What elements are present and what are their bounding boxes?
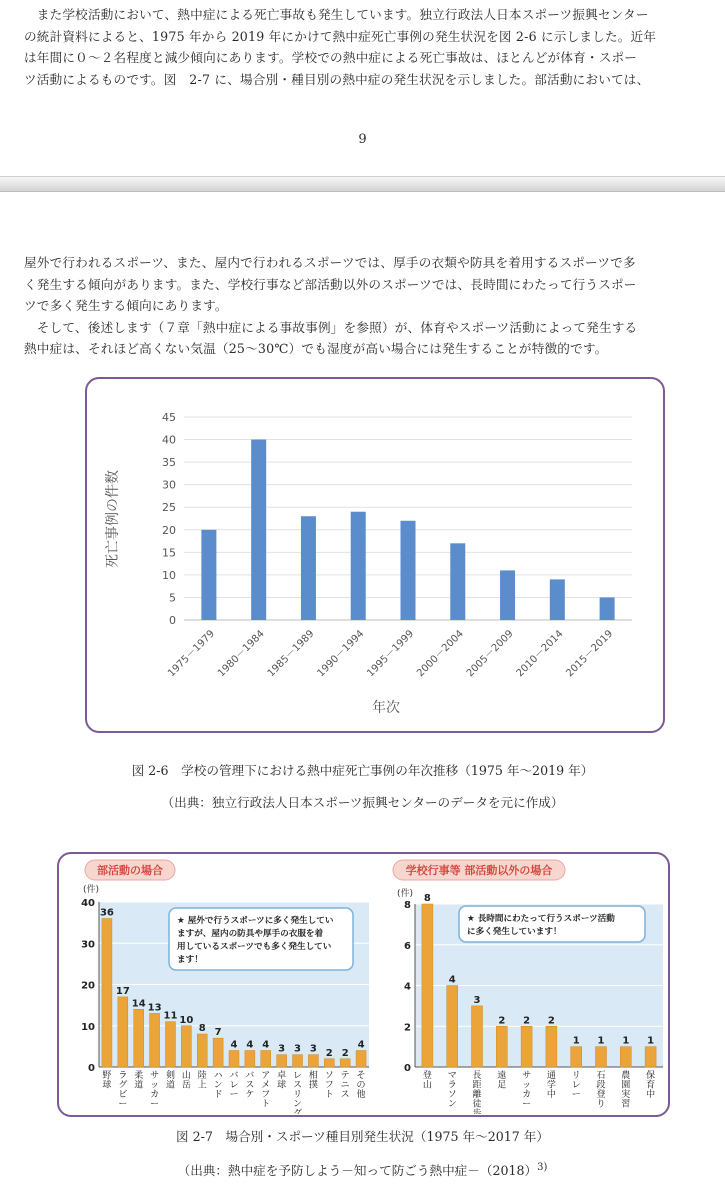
bar (308, 1055, 318, 1067)
char: ン (293, 1099, 303, 1110)
data-label: 3 (278, 1043, 286, 1055)
char: カ (522, 1090, 532, 1100)
data-label: 4 (246, 1039, 254, 1051)
page2-paragraph (24, 252, 637, 360)
char: ッ (150, 1080, 160, 1091)
bar (213, 1038, 223, 1067)
char: 道 (165, 1080, 175, 1091)
x-tick-label: 1980－1984 (215, 628, 267, 680)
page-number: 9 (358, 132, 367, 147)
x-tick-label (118, 1070, 127, 1110)
bar (422, 904, 433, 1067)
data-label: 1 (572, 1035, 580, 1047)
data-label: 17 (115, 985, 130, 997)
x-tick-label (229, 1071, 238, 1100)
badge-text: 部活動の場合 (97, 864, 163, 877)
char: ハ (213, 1071, 223, 1081)
note-line: ますが、屋内の防具や厚手の衣服を着 (177, 929, 324, 939)
bar (251, 440, 266, 620)
char: 上 (197, 1080, 207, 1091)
data-label: 2 (498, 1015, 506, 1027)
x-tick-label (150, 1070, 159, 1110)
data-label: 4 (357, 1039, 365, 1051)
data-label: 2 (325, 1047, 333, 1059)
data-label: 13 (147, 1002, 162, 1014)
y-tick-label: 40 (162, 433, 176, 447)
data-label: 1 (597, 1035, 605, 1047)
note-line: 用しているスポーツでも多く発生してい (177, 942, 332, 952)
bar (102, 919, 112, 1068)
note-line: ★ 屋外で行うスポーツに多く発生してい (177, 916, 334, 926)
bar (500, 570, 515, 620)
y-axis-title: 死亡事例の件数 (105, 470, 121, 568)
bar (293, 1055, 303, 1067)
x-tick-label: 2010－2014 (514, 628, 566, 680)
char: ー (118, 1099, 128, 1110)
char: ソ (447, 1090, 457, 1100)
text-line: く発生する傾向があります。また、学校行事など部活動以外のスポーツでは、長時間にわたって行うスポー (24, 276, 637, 292)
char: メ (261, 1080, 271, 1091)
char: の (356, 1080, 366, 1091)
bar (301, 516, 316, 620)
char: 離 (472, 1090, 482, 1100)
x-tick-label (309, 1069, 318, 1091)
figure-2-6-frame (85, 377, 665, 733)
char: 野 (102, 1071, 112, 1081)
y-tick-label: 30 (162, 478, 176, 492)
bar (401, 521, 416, 620)
data-label: 4 (230, 1039, 238, 1051)
x-tick-label (621, 1069, 630, 1110)
char: 長 (472, 1071, 482, 1081)
data-label: 3 (473, 994, 481, 1006)
data-label: 1 (647, 1035, 655, 1047)
char: ラ (118, 1071, 128, 1081)
text-line: の統計資料によると、1975 年から 2019 年にかけて熱中症死亡事例の発生状況を図 2-6 に示しました。近年 (24, 28, 657, 44)
char: 卓 (277, 1071, 287, 1081)
x-tick-label (102, 1070, 111, 1091)
x-tick-label (357, 1070, 366, 1100)
data-label: 1 (622, 1035, 630, 1047)
annual-deaths-chart (87, 379, 662, 730)
data-label: 8 (423, 893, 431, 904)
char: ト (261, 1099, 271, 1110)
bar (356, 1051, 366, 1068)
data-label: 2 (547, 1015, 555, 1027)
text-line: 屋外で行われるスポーツ、また、屋内で行われるスポーツでは、厚手の衣類や防具を着用するスポーツで多 (24, 255, 636, 270)
x-tick-label (245, 1071, 254, 1100)
bar (521, 1026, 532, 1067)
text-line: 熱中症は、それほど高くない気温（25～30℃）でも湿度が高い場合には発生することが特徴的です。 (24, 341, 608, 356)
char: 中 (546, 1090, 556, 1100)
note-right (459, 906, 645, 942)
char: サ (522, 1071, 532, 1081)
bar (351, 512, 366, 620)
text-line: また学校活動において、熱中症による死亡事故も発生しています。独立行政法人日本スポーツ振興センター (24, 7, 649, 22)
data-label: 7 (214, 1027, 222, 1039)
sports-incidents-chart (59, 854, 667, 1114)
x-tick-label (646, 1070, 655, 1100)
char: り (596, 1099, 606, 1110)
x-tick-label: 1985－1989 (265, 628, 317, 680)
data-label: 2 (341, 1047, 349, 1059)
x-tick-label (293, 1071, 302, 1114)
x-tick-label (572, 1071, 581, 1100)
char: 登 (596, 1090, 606, 1100)
x-tick-label (547, 1070, 556, 1100)
source-text: （出典：熱中症を予防しよう－知って防ごう熱中症－（2018） (177, 1163, 538, 1178)
char: 徒 (472, 1099, 482, 1110)
x-tick-label (261, 1071, 270, 1110)
figure-2-7-caption: 図 2-7 場合別・スポーツ種目別発生状況（1975 年～2017 年） (176, 1129, 549, 1144)
y-tick-label: 10 (162, 568, 176, 582)
char: 山 (181, 1071, 191, 1081)
data-label: 14 (131, 998, 146, 1010)
bar (277, 1055, 287, 1067)
data-label: 11 (163, 1010, 178, 1022)
bar (261, 1051, 271, 1068)
bar (245, 1051, 255, 1068)
bar (447, 986, 458, 1068)
data-label: 4 (262, 1039, 270, 1051)
bar (550, 579, 565, 620)
y-tick-label: 30 (81, 939, 95, 951)
x-tick-label (214, 1071, 223, 1100)
badge-text: 学校行事等 部活動以外の場合 (405, 864, 553, 877)
char: 距 (472, 1080, 482, 1091)
char: 園 (621, 1080, 631, 1091)
char: 陸 (197, 1071, 207, 1081)
char: 球 (102, 1080, 112, 1091)
char: 学 (546, 1080, 556, 1091)
note-line: に多く発生しています！ (467, 927, 562, 937)
char: フ (261, 1090, 271, 1100)
page-divider (0, 176, 725, 192)
x-tick-label: 2005－2009 (464, 628, 516, 680)
char: ス (293, 1080, 303, 1091)
char: ン (447, 1099, 457, 1110)
char: レ (229, 1080, 239, 1091)
char: リ (571, 1071, 581, 1081)
char: 球 (277, 1080, 287, 1091)
x-tick-label (423, 1069, 432, 1091)
bar (645, 1047, 656, 1067)
bar (546, 1026, 557, 1067)
y-tick-label: 5 (169, 591, 176, 605)
x-tick-label (341, 1070, 350, 1100)
x-axis-title: 年次 (372, 700, 400, 716)
char: レ (293, 1071, 303, 1081)
text-line: は年間に０～２名程度と減少傾向にあります。学校での熱中症による死亡事故は、ほとんどが体育・スポー (24, 50, 638, 65)
bar (450, 543, 465, 620)
char: 他 (356, 1090, 366, 1100)
char: グ (293, 1109, 303, 1114)
char: 農 (621, 1071, 631, 1081)
bar (596, 1047, 607, 1067)
panel-title-left (85, 860, 175, 880)
char: ソ (324, 1071, 334, 1081)
char: ニ (340, 1080, 350, 1091)
text-line: ツ活動によるものです。図 2-7 に、場合別・種目別の熱中症の発生状況を示しました。部活動においては、 (24, 71, 650, 87)
data-label: 4 (448, 974, 456, 986)
char: 歩 (472, 1109, 482, 1114)
y-tick-label: 4 (404, 981, 411, 993)
char: 石 (596, 1071, 606, 1081)
char: 柔 (134, 1071, 144, 1081)
x-tick-label: 2015－2019 (564, 628, 616, 680)
char: 剣 (165, 1071, 175, 1081)
note-line: ★ 長時間にわたって行うスポーツ活動 (467, 914, 615, 924)
y-tick-label: 10 (81, 1021, 95, 1033)
char: ア (261, 1071, 271, 1081)
char: ス (245, 1080, 255, 1091)
data-label: 2 (523, 1015, 531, 1027)
data-label: 36 (99, 907, 114, 919)
char: ー (150, 1099, 160, 1110)
char: 相 (308, 1071, 318, 1081)
figure-2-7-source (0, 1160, 725, 1179)
x-tick-label (522, 1070, 531, 1110)
char: フ (324, 1080, 334, 1091)
note-left (169, 908, 353, 970)
x-tick-label (472, 1070, 481, 1114)
bar (571, 1047, 582, 1067)
char: バ (229, 1071, 239, 1081)
figure-2-7-frame (57, 852, 670, 1117)
x-tick-label (596, 1070, 605, 1110)
char: ド (213, 1090, 223, 1100)
y-tick-label: 0 (88, 1063, 95, 1074)
source-reference: 3) (537, 1161, 548, 1173)
char: バ (245, 1071, 255, 1081)
x-tick-label: 1975－1979 (166, 628, 218, 680)
page1-paragraph (24, 4, 656, 90)
figure-2-6-caption: 図 2-6 学校の管理下における熱中症死亡事例の年次推移（1975 年～2019 年） (131, 763, 594, 778)
x-tick-label (134, 1070, 143, 1091)
char: ス (340, 1090, 350, 1100)
char: レ (571, 1080, 581, 1091)
bar (600, 597, 615, 620)
unit-label-right: (件) (397, 889, 414, 899)
char: ー (229, 1090, 239, 1100)
bar (620, 1047, 631, 1067)
bar (229, 1051, 239, 1068)
y-tick-label: 25 (162, 501, 176, 515)
char: 習 (621, 1099, 631, 1110)
bar (181, 1026, 191, 1067)
x-tick-label (277, 1069, 286, 1091)
x-tick-label: 1990－1994 (315, 628, 367, 680)
x-tick-label (448, 1071, 457, 1110)
y-tick-label: 20 (81, 980, 95, 992)
bar (197, 1034, 207, 1067)
char: ッ (522, 1080, 532, 1091)
y-tick-label: 15 (162, 546, 176, 560)
char: テ (340, 1071, 350, 1081)
data-label: 3 (294, 1043, 302, 1055)
y-tick-label: 0 (404, 1063, 411, 1074)
bar (165, 1022, 175, 1067)
x-tick-label (182, 1069, 191, 1091)
char: ト (324, 1090, 334, 1100)
char: ー (571, 1090, 581, 1100)
x-tick-label (497, 1069, 506, 1091)
x-tick-label: 2000－2004 (415, 628, 466, 680)
char: 撲 (308, 1080, 318, 1091)
y-tick-label: 35 (162, 456, 176, 470)
char: 中 (646, 1090, 656, 1100)
char: 保 (646, 1071, 656, 1081)
char: 段 (596, 1080, 606, 1091)
char: 岳 (181, 1080, 191, 1091)
x-tick-label (166, 1069, 175, 1091)
char: ラ (447, 1080, 457, 1091)
y-tick-label: 40 (81, 898, 95, 909)
char: リ (293, 1090, 303, 1100)
data-label: 3 (309, 1043, 317, 1055)
char: 通 (546, 1071, 556, 1081)
char: マ (447, 1071, 457, 1081)
x-tick-label: 1995－1999 (365, 628, 417, 680)
bar (134, 1009, 144, 1067)
bar (496, 1026, 507, 1067)
y-tick-label: 6 (404, 940, 411, 952)
y-tick-label: 8 (404, 900, 411, 911)
bar (150, 1013, 160, 1067)
text-line: そして、後述します（７章「熱中症による事故事例」を参照）が、体育やスポーツ活動によって発生する (24, 319, 638, 335)
figure-2-6-source: （出典：独立行政法人日本スポーツ振興センターのデータを元に作成） (161, 795, 564, 810)
char: ケ (245, 1090, 255, 1100)
char: ー (522, 1099, 532, 1110)
char: そ (356, 1071, 366, 1081)
bar (324, 1059, 334, 1067)
data-label: 10 (179, 1014, 194, 1026)
panel-title-right (393, 860, 565, 880)
data-label: 8 (198, 1023, 206, 1034)
text-line: ツで多く発生する傾向にあります。 (24, 298, 228, 313)
bar (472, 1006, 483, 1067)
char: グ (118, 1080, 128, 1091)
char: 足 (497, 1080, 507, 1091)
char: 育 (646, 1080, 656, 1091)
y-tick-label: 2 (404, 1022, 411, 1034)
bar (340, 1059, 350, 1067)
y-tick-label: 0 (169, 614, 176, 627)
char: ン (213, 1080, 223, 1091)
char: 山 (422, 1080, 432, 1091)
char: 遠 (497, 1071, 507, 1081)
char: 実 (621, 1090, 631, 1100)
char: サ (150, 1071, 160, 1081)
char: カ (150, 1090, 160, 1100)
char: 道 (134, 1080, 144, 1091)
char: 登 (422, 1071, 432, 1081)
unit-label-left: (件) (83, 885, 100, 895)
x-tick-label (325, 1070, 334, 1100)
y-tick-label: 20 (162, 523, 176, 537)
note-line: ます！ (177, 955, 203, 965)
x-tick-label (198, 1069, 207, 1091)
char: ビ (118, 1090, 128, 1100)
y-tick-label: 45 (162, 411, 176, 424)
bar (118, 997, 128, 1067)
bar (201, 530, 216, 620)
